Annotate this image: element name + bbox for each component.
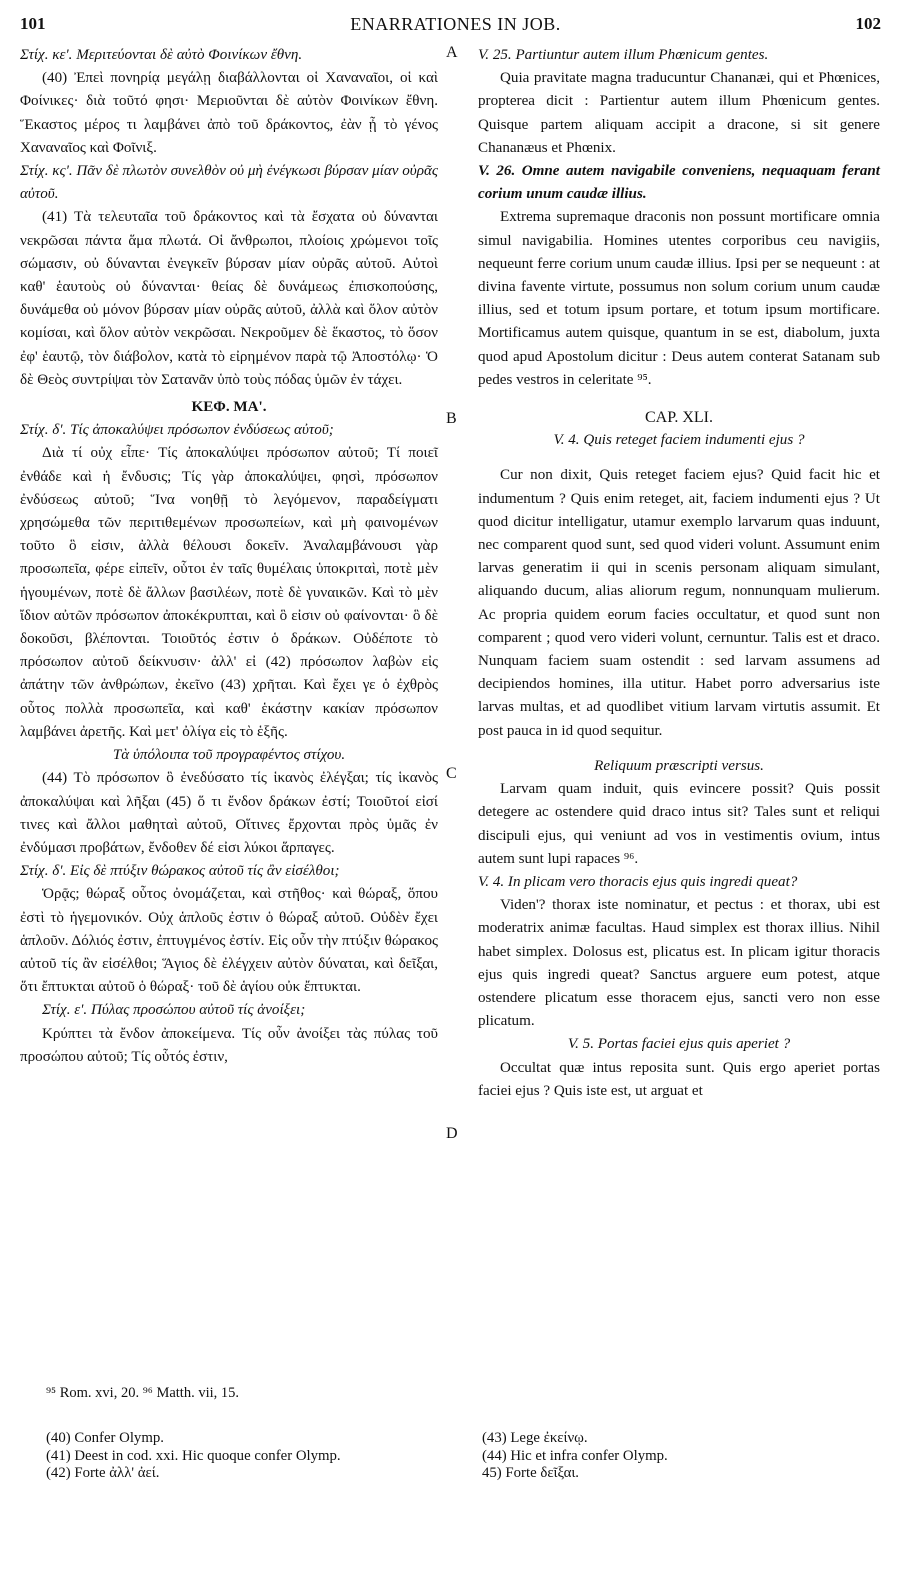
latin-verse-26: V. 26. Omne autem navigabile conveniens, nequaquam ferant corium unum caudæ illius. (478, 163, 880, 203)
greek-paragraph: (40) Ἐπεὶ πονηρίᾳ μεγάλῃ διαβάλλονται οἱ Χαναναῖοι, οἱ καὶ Φοίνικες· διὰ τοῦτό φησι· Μεριοῦνται δὲ αὐτὸν Φοινίκων ἔθνη. Ἕκαστος μέρος τι λαμβάνει ἀπὸ τοῦ δράκοντος, ἐὰν ᾖ τὸ γένος Χαναναῖος καὶ Φοῖνιξ. (20, 70, 438, 156)
page-number-right: 102 (855, 14, 881, 33)
page-number-left: 101 (20, 14, 46, 33)
greek-paragraph: (44) Τὸ πρόσωπον ὃ ἐνεδύσατο τίς ἱκανὸς ἐλέγξαι; τίς ἱκανὸς ἀποκαλύψαι καὶ λῆξαι (45) ὅ τι ἔνδον δράκων ἐστί; Τοιοῦτοί εἰσί τινες καὶ ἄλλοι μαθηταὶ αὐτοῦ, Οἵτινες ἔρχονται πρὸς ὑμᾶς ἐν ἐνδύμασι προβάτων, ἔνδοθεν δέ εἰσι λύκοι ἅρπαγες. (20, 770, 438, 856)
editor-note: (41) Deest in cod. xxi. Hic quoque confer Olymp. (46, 1447, 341, 1464)
margin-letter-d: D (446, 1125, 458, 1142)
margin-letter-a: A (446, 44, 458, 61)
greek-subheading: Τὰ ὑπόλοιπα τοῦ προγραφέντος στίχου. (112, 747, 346, 764)
editor-note: (43) Lege ἐκείνῳ. (482, 1430, 588, 1446)
latin-verse-25: V. 25. Partiuntur autem illum Phœnicum gentes. (478, 47, 769, 63)
latin-verse-4: V. 4. Quis reteget faciem indumenti ejus ? (553, 432, 805, 449)
greek-verse-25: Στίχ. κε'. Μεριτεύονται δὲ αὐτὸ Φοινίκων ἔθνη. (20, 47, 303, 63)
latin-paragraph: Cur non dixit, Quis reteget faciem ejus? Quid facit hic et indumentum ? Quis enim reteget, ait, faciem indumenti ejus ? Ut quod dicitur intelligatur, utamur exemplo larvarum quas induunt, nec comparent quod sunt, sed quod videri volunt. Assumunt enim larvas generatim ii qui in scenis personam aliquam simulant, aliquando ducum, alias aliorum regum, nonnunquam mulierum. Ac propria quidem eorum facies occultatur, et quod sunt non comparent ; quod vero videri volunt, cernuntur. Talis est et draco. Nunquam faciem suam ostendit : sed larvam assumens ad decipiendos homines, illa utitur. Habet porro adversarius iste larvas multas, et ad quodlibet vitium larvam virtutis assumit. Et post pauca in id quod sequitur. (478, 467, 880, 739)
greek-verse-4: Στίχ. δ'. Τίς ἀποκαλύψει πρόσωπον ἐνδύσεως αὐτοῦ; (20, 422, 334, 439)
editor-note: (44) Hic et infra confer Olymp. (482, 1447, 668, 1464)
latin-verse-4b: V. 4. In plicam vero thoracis ejus quis ingredi queat? (478, 873, 798, 890)
greek-chapter-heading: ΚΕΦ. ΜΑ'. (191, 399, 267, 416)
latin-chapter-heading: CAP. XLI. (644, 409, 713, 427)
greek-paragraph: Διὰ τί οὐχ εἶπε· Τίς ἀποκαλύψει πρόσωπον αὐτοῦ; Τί ποιεῖ ἐνθάδε καὶ ἡ ἔνδυσις; Τίς γὰρ ἀποκαλύψει, φησὶ, πρόσωπον ἐνδύσεως αὐτοῦ; Ἵνα νοηθῇ τὸ λεγόμενον, παραδείγματι χρησώμεθα τῶν περιτιθεμένων προσωπείων, καὶ μὴ φαινομένων τοῦτο ὃ εἰσιν, ἀλλὰ θέλουσι δοκεῖν. Ἀναλαμβάνουσι γὰρ προσωπεῖα, φέρε εἰπεῖν, οὗτοι ἐν ταῖς θυμέλαις ὑποκριταὶ, ποτὲ μὲν ἡγουμένων, ποτὲ δὲ ἄλλων βασιλέων, ποτὲ δὲ γυναικῶν. Καὶ τὸ μὲν ἴδιον αὐτῶν πρόσωπον ἀποκέκρυπται, καὶ ὃ εἰσιν οὐ φαίνονται· ὃ δὲ δοκοῦσι, βλέπονται. Τοιοῦτός ἐστιν ὁ δράκων. Οὐδέποτε τὸ πρόσωπον αὐτοῦ δείκνυσιν· ἀλλ' εἰ (42) πρόσωπον λαβὼν εἰς ἀπάτην τῶν ἀνθρώπων, ἐκεῖνο (43) χρῆται. Καὶ ἔχει γε ὁ ἐχθρὸς οὗτος πολλὰ προσωπεῖα, καὶ καθ' ἑκάστην κακίαν πρόσωπον λαμβάνει ἀρετῆς. Καὶ μετ' ὀλίγα εἰς τὸ ἑξῆς. (20, 445, 438, 740)
latin-paragraph: Quia pravitate magna traducuntur Chananæi, qui et Phœnices, propterea dicit : Partientur autem illum Phœnicum gentes. Quisque partem aliquam accipit a dracone, si sit genere Chananæus et Phœnix. (478, 70, 880, 156)
latin-paragraph: Viden'? thorax iste nominatur, et pectus : et thorax, ubi est moderatrix animæ facultas. Haud simplex est thorax illius. Nihil habet simplex. Dolosus est, plicatus est. In plicam igitur thoracis ejus quis ingredi queat? Sanctus arguere eum potest, atque ostendere plicatum esse thoracem ejus, sancti vero non esse plicatum. (478, 897, 880, 1030)
greek-verse-26: Στίχ. κς'. Πᾶν δὲ πλωτὸν συνελθὸν οὐ μὴ ἐνέγκωσι βύρσαν μίαν οὐρᾶς αὐτοῦ. (20, 163, 438, 203)
editor-note: (42) Forte ἀλλ' ἀεί. (46, 1465, 160, 1481)
editor-notes-left (46, 1430, 341, 1483)
greek-paragraph: Κρύπτει τὰ ἔνδον ἀποκείμενα. Τίς οὖν ἀνοίξει τὰς πύλας τοῦ προσώπου αὐτοῦ; Τίς οὗτός ἐστιν, (20, 1025, 438, 1065)
editor-note: (40) Confer Olymp. (46, 1430, 164, 1446)
editor-notes-right (482, 1430, 668, 1483)
running-header (0, 14, 911, 42)
greek-verse-5: Στίχ. ε'. Πύλας προσώπου αὐτοῦ τίς ἀνοίξει; (42, 1002, 306, 1019)
scripture-footnotes: ⁹⁵ Rom. xvi, 20. ⁹⁶ Matth. vii, 15. (46, 1385, 240, 1401)
margin-letter-c: C (446, 765, 457, 782)
latin-verse-5: V. 5. Portas faciei ejus quis aperiet ? (567, 1036, 791, 1053)
greek-column (20, 44, 438, 1069)
running-title: ENARRATIONES IN JOB. (350, 14, 561, 34)
latin-paragraph: Larvam quam induit, quis evincere possit? Quis possit detegere ac ostendere quid draco intus sit? Tales sunt et reliqui discipuli ejus, qui veniunt ad vos in vestimentis ovium, intus autem sunt lupi rapaces ⁹⁶. (478, 781, 880, 867)
latin-subheading: Reliquum præscripti versus. (594, 757, 764, 774)
greek-verse-4b: Στίχ. δ'. Εἰς δὲ πτύξιν θώρακος αὐτοῦ τίς ἂν εἰσέλθοι; (20, 863, 340, 880)
greek-paragraph: (41) Τὰ τελευταῖα τοῦ δράκοντος καὶ τὰ ἔσχατα οὐ δύνανται νεκρῶσαι πάντα ἅμα πλωτά. Οἱ ἄνθρωποι, πλοίοις χρώμενοι τοῖς σώμασιν, οὐ δύνανται ἐνεγκεῖν βύρσαν μίαν οὐρᾶς αὐτοῦ. Αὐτοὶ καθ' ἑαυτοὺς οὐ δύνανται· θείας δὲ δυνάμεως ἐπισκοπούσης, δυνάμεθα οὐ μόνον βύρσαν μίαν οὐρᾶς αὐτοῦ, ἀλλὰ καὶ ὅλον αὐτὸν κομίσαι, καὶ ὅλον αὐτὸν νεκρῶσαι. Νεκροῦμεν δὲ ἕκαστος, τὸ ὅσον ἐφ' ἑαυτῷ, τὸν διάβολον, κατὰ τὸ εἰρημένον παρὰ τῷ Ἀποστόλῳ· Ὁ δὲ Θεὸς συντρίψαι τὸν Σατανᾶν ὑπὸ τοὺς πόδας ὑμῶν ἐν τάχει. (20, 209, 438, 388)
latin-paragraph: Extrema supremaque draconis non possunt mortificare omnia simul navigabilia. Homines utentes corporibus ceu navigiis, nequeunt ferre corium unum caudæ illius. Ipsi per se nequeunt : at divina favente virtute, possumus non solum corium unum caudæ illius, sed et totum ipsum portare, et totum ipsum mortificare. Mortificamus autem quisque, quantum in se est, diabolum, juxta quod apud Apostolum dicitur : Deus autem conterat Satanam sub pedes vestros in celeritate ⁹⁵. (478, 209, 880, 388)
latin-paragraph: Occultat quæ intus reposita sunt. Quis ergo aperiet portas faciei ejus ? Quis iste est, ut arguat et (478, 1059, 880, 1099)
margin-letter-b: B (446, 410, 457, 427)
greek-paragraph: Ὁρᾷς; θώραξ οὗτος ὀνομάζεται, καὶ στῆθος· καὶ θώραξ, ὅπου ἐστὶ τὸ ἡγεμονικόν. Οὐχ ἁπλοῦς ἐστιν ὁ θώραξ αὐτοῦ. Οὐδὲν ἔχει ἁπλοῦν. Δόλιός ἐστιν, ἐπτυγμένος ἐστίν. Εἰς οὖν τὴν πτύξιν θώρακος αὐτοῦ τίς ἂν εἰσέλθοι; Ἅγιος δὲ ἐλέγχειν αὐτὸν δύναται, καὶ δεῖξαι, ὅτι ἔπτυκται αὐτοῦ ὁ θώραξ· τοῦ δὲ ἁγίου οὐκ ἔπτυκται. (20, 886, 438, 996)
editor-note: 45) Forte δεῖξαι. (482, 1465, 580, 1481)
latin-column (478, 44, 880, 1103)
